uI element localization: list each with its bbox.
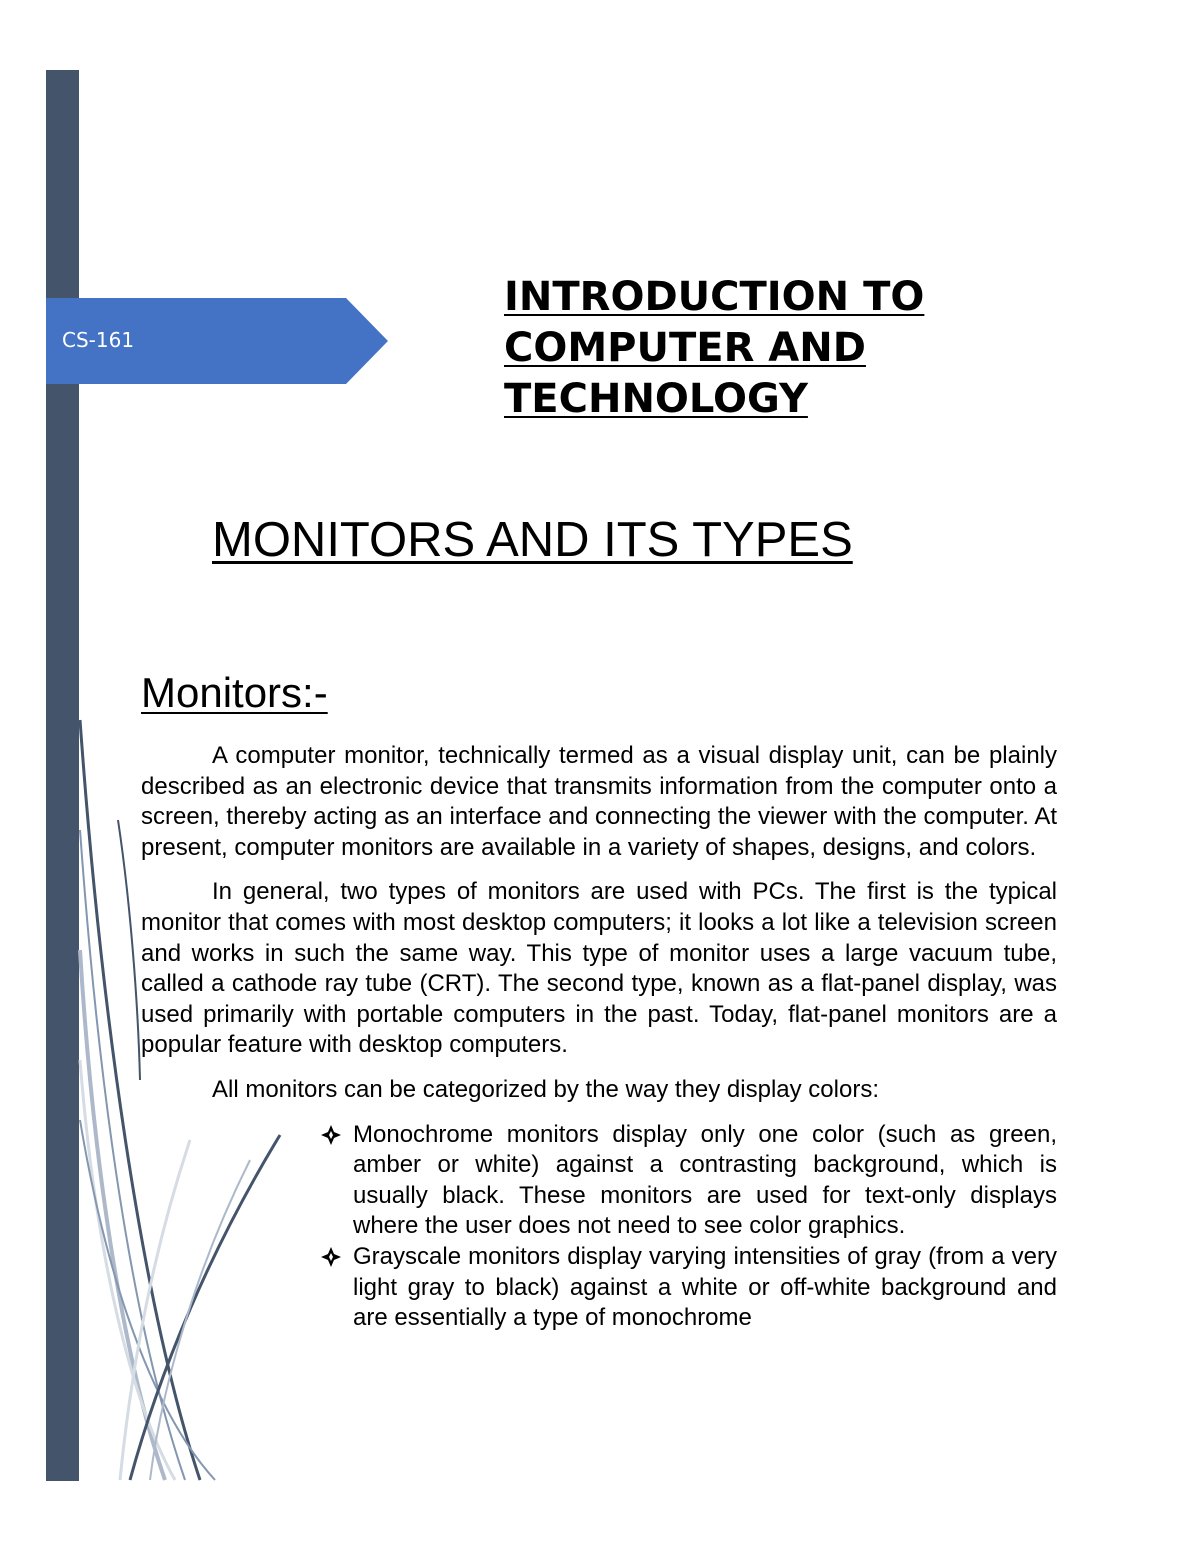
list-item [353,1242,1057,1334]
paragraph-types: In general, two types of monitors are used with PCs. The first is the typical monitor that comes with most desktop computers; it looks a lot like a television screen and works in such the same way. This type of monitor uses a large vacuum tube, called a cathode ray tube (CRT). The second type, known as a flat-panel display, was used primarily with portable computers in the past. Today, flat-panel monitors are a popular feature with desktop computers. [141,878,1057,1059]
paragraph-definition: A computer monitor, technically termed as a visual display unit, can be plainly described as an electronic device that transmits information from the computer onto a screen, thereby acting as an interface and connecting the viewer with the computer. At present, computer monitors are available in a variety of shapes, designs, and colors. [141,742,1057,861]
title-line-1: INTRODUCTION TO [504,274,925,320]
topic-heading: MONITORS AND ITS TYPES [212,513,853,567]
course-code-tab [46,298,388,384]
diamond-bullet-icon [319,1123,343,1147]
list-item [353,1120,1057,1242]
document-body [141,741,1057,1334]
course-code: CS-161 [62,328,135,352]
section-heading: Monitors:- [141,669,328,716]
diamond-bullet-icon [319,1245,343,1269]
sidebar-stripe [46,70,79,1481]
document-title [504,272,1064,425]
bullet-text-monochrome: Monochrome monitors display only one color (such as green, amber or white) against a contrasting background, which is usually black. These monitors are used for text-only displays where the user does not need to see color graphics. [353,1120,1057,1240]
monitor-color-list [141,1120,1057,1334]
paragraph-color-intro: All monitors can be categorized by the way they display colors: [212,1075,879,1103]
title-line-2: COMPUTER AND [504,325,866,371]
title-line-3: TECHNOLOGY [504,376,808,422]
bullet-text-grayscale: Grayscale monitors display varying intensities of gray (from a very light gray to black) against a white or off-white background and are essentially a type of monochrome [353,1242,1057,1332]
